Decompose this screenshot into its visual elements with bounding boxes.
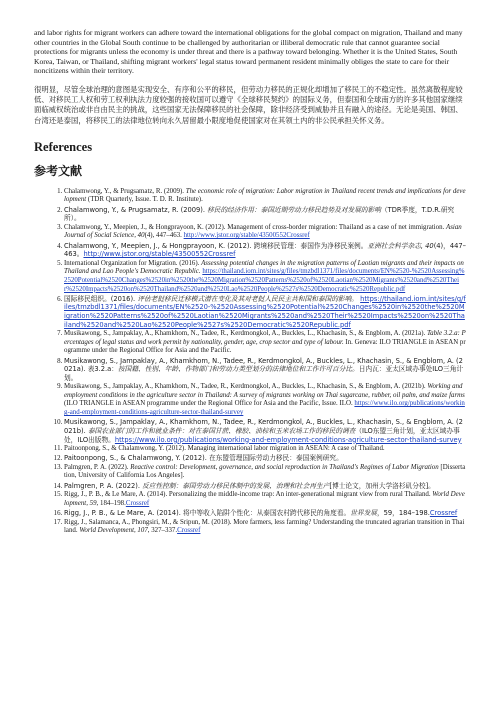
reference-link[interactable]: Crossref [429, 509, 458, 518]
reference-item [64, 491, 466, 508]
reference-text-after: (4)，447–463。 [64, 241, 466, 259]
reference-link[interactable]: http://www.jstor.org/stable/43500552Crossref [83, 250, 236, 259]
reference-link[interactable]: https://www.ilo.org/publications/working-and-employment-conditions-agriculture-sector-thailand-survey [114, 435, 462, 444]
reference-text-after: , 327–337. [147, 527, 178, 535]
reference-item [64, 464, 466, 481]
reference-text-after: , 184–198. [96, 499, 126, 507]
reference-item [64, 509, 466, 518]
reference-item [64, 224, 466, 241]
body-paragraph-chinese: 很明显，尽管全球治理的意图是实现安全、有序和公平的移民，但劳动力移民的正规化却增加了移民工的不稳定性。虽然离散程度较低、对移民工人权和劳工权利执法力度较强的接收国可以遵守《全球移民契约》的国际义务，但泰国和全球南方的许多其他国家继续面临威权统治或非自由民主的挑战，这些国家无法保障移民的社会保障，除非经济受到威胁并且有融入的途径。无论是美国、韩国、台湾还是泰国，将移民工的法律地位转向永久居留最小限度地促使国家对在其领土内的非公民承担关怀义务。 [34, 84, 463, 125]
reference-item [64, 330, 466, 356]
reference-title-italic: 评估老挝移民迁移模式潜在变化及其对老挝人民民主共和国和泰国的影响。 [137, 294, 358, 303]
reference-text-after: （ILO东盟三角计划，亚太区域办事处，ILO出版物。 [64, 426, 460, 444]
reference-text-after: ，59，184–198. [376, 509, 430, 518]
reference-item [64, 357, 466, 383]
reference-item [64, 519, 466, 536]
reference-text: Musikawong, S., Jampaklay, A., Khamkhom, N., Tadee, R., Kerdmongkol, A., Buckles, L., Khachasin, S., & Engblom, A. (2021b). [64, 383, 428, 391]
reference-item [64, 206, 466, 223]
reference-text-after: [Dissertation, University of California Los Angeles]. [64, 463, 466, 480]
reference-text: Rigg, J., Salamanca, A., Phongsiri, M., & Sripun, M. (2018). More farmers, less farming? Understanding the truncated agrarian transition in Thailand. [64, 518, 465, 535]
reference-text: Musikawong, S., Jampaklay, A., Khamkhom, N., Tadee, R., Kerdmongkol, A., Buckles, L., Khachasin, S., & Engblom, A. (2021a). 表3.2.a： [64, 356, 463, 374]
reference-text: Paitoonpong, S., & Chalamwong, Y. (2012). 在东盟管理国际劳动力移民：泰国案例研究。 [64, 454, 343, 463]
reference-item [64, 454, 466, 463]
reference-title-italic: 世界发展 [350, 509, 377, 518]
reference-link[interactable]: https://www.ilo.org/publications/working-and-employment-conditions-agriculture-sector-thailand-survey [64, 400, 465, 416]
reference-title-italic: 亚洲社会科学杂志, 40 [367, 241, 434, 250]
reference-text-after: 日内瓦：亚太区域办事处ILO三角计划。 [64, 365, 464, 382]
reference-title-italic: World Development, 59 [64, 491, 465, 507]
reference-text: Rigg, J., P. B., & Le Mare, A. (2014). 将中等收入陷阱个性化：从泰国农村跨代移民的角度看。 [64, 509, 351, 518]
reference-text: Palmgren, P. A. (2022). [64, 463, 131, 471]
reference-title-italic: 反应性控制：泰国劳动力移民体制中的发展、治理和社会再生产 [142, 481, 330, 490]
reference-link[interactable]: Crossref [125, 499, 150, 507]
reference-text: Chalamwong, Y., & Prugsamatz, R. (2009). [64, 187, 186, 195]
reference-text: 国际移民组织。(2016). [64, 294, 138, 303]
reference-text: Palmgren, P. A. (2022). [64, 481, 143, 490]
reference-text: Chalamwong, Y., & Prugsamatz, R. (2009). [64, 205, 208, 214]
reference-link[interactable]: https://thailand.iom.int/sites/g/files/tmzbdl1371/files/documents/EN%2520-%2520Assessing%2520Potential%2520Changes%2520in%2520the%2520Migration%2520Patterns%2520of%2520Laotian%2520Migrants%2520and%2520Their%2520Impacts%2520on%2520Thailand%2520and%2520Lao%2520People%2527s%2520Democratic%2520Republic.pdf [64, 294, 466, 329]
reference-text: Musikawong, S., Jampaklay, A., Khamkhom, N., Tadee, R., Kerdmongkol, A., Buckles, L., Khachasin, S., & Engblom, A. (2021b). [64, 418, 463, 435]
reference-text-after: （TDR季度，T.D.R.研究所）。 [64, 205, 455, 223]
reference-link[interactable]: http://www.jstor.org/stable/43500552Crossref [183, 232, 310, 240]
reference-text: Rigg, J., P. B., & Le Mare, A. (2014). Personalizing the middle-income trap: An inter-generational migrant view from rural Thailand. [64, 491, 433, 499]
reference-text: International Organization for Migration. (2016). [64, 259, 202, 267]
reference-item [64, 482, 466, 491]
reference-item [64, 242, 466, 259]
reference-text-after: In. Geneva: ILO TRIANGLE in ASEAN programme under the Regional Office for Asia and the Pacific. [64, 338, 466, 355]
reference-title-italic: Reactive control: Development, governance, and social reproduction in Thailand's Regimes of Labor Migration [130, 463, 439, 471]
reference-text: Chalamwong, Y., Meepien, J., & Hongprayoon, K. (2012). Management of cross-border migration: Thailand as a case of net immigration. [64, 223, 447, 231]
reference-title-italic: The economic role of migration: Labor migration in Thailand recent trends and implications for development [64, 187, 466, 204]
reference-item [64, 260, 466, 294]
reference-text-after: (ILO TRIANGLE in ASEAN programme under the Regional Office for Asia and the Pacific, Issue. ILO. [64, 400, 355, 408]
reference-text: Musikawong, S., Jampaklay, A., Khamkhom, N., Tadee, R., Kerdmongkol, A., Buckles, L., Khachasin, S., & Engblom, A. (2021a). [64, 330, 427, 338]
reference-text-after: [博士论文，加州大学洛杉矶分校]。 [329, 481, 435, 490]
references-heading-english: References [34, 139, 93, 154]
body-paragraph-english: and labor rights for migrant workers can adhere toward the international obligations for the global compact on migration, Thailand and many other countries in the Global South continue to be challenged by authoritarian or illiberal democratic rule that cannot guarantee social protections for migrants unless the economy is under threat and there is a pathway toward belonging. Whether it is the United States, South Korea, Taiwan, or Thailand, shifting migrant workers' legal status toward permanent resident minimally obliges the state to care for their noncitizens within their territory. [34, 28, 463, 76]
reference-link[interactable]: Crossref [177, 527, 201, 535]
reference-title-italic: Assessing potential changes in the migration patterns of Laotian migrants and their impacts on Thailand and Lao People's Democratic Republic. [64, 259, 464, 276]
reference-list [34, 188, 466, 536]
reference-item [64, 188, 466, 205]
reference-text-after: (TDR Quarterly, Issue. T. D. R. Institute). [86, 196, 203, 204]
reference-item [64, 383, 466, 417]
reference-text: Paitoonpong, S., & Chalamwong, Y. (2012). Managing international labor migration in ASEAN: A case of Thailand. [64, 444, 385, 452]
reference-item [64, 418, 466, 444]
reference-title-italic: Working and employment conditions in the agriculture sector in Thailand: A survey of migrants working on Thai sugarcane, rubber, oil palm, and maize farms [64, 383, 465, 399]
reference-text: Chalamwong, Y., Meepien, J., & Hongprayoon, K. (2012). 跨境移民管理：泰国作为净移民案例。 [64, 241, 368, 250]
reference-title-italic: 按国籍、性别、年龄、作物部门和劳动力类型划分的法律地位和工作许可百分比。 [117, 365, 359, 374]
reference-title-italic: World Development, 107 [79, 527, 148, 535]
reference-title-italic: 泰国农业部门的工作和就业条件：对在泰国甘蔗、橡胶、油棕和玉米农场工作的移民的调查 [87, 426, 356, 435]
reference-item [64, 445, 466, 454]
reference-title-italic: 移民的经济作用：泰国近期劳动力移民趋势及对发展的影响 [207, 205, 381, 214]
reference-link[interactable]: https://thailand.iom.int/sites/g/files/tmzbdl1371/files/documents/EN%2520-%2520Assessing%2520Potential%2520Changes%2520in%2520the%2520Migration%2520Patterns%2520of%2520Laotian%2520Migrants%2520and%2520Their%2520Impacts%2520on%2520Thailand%2520and%2520Lao%2520People%2527s%2520Democratic%2520Republic.pdf [64, 268, 465, 293]
reference-title-italic: Asian Journal of Social Science, 40 [64, 223, 462, 240]
reference-item [64, 295, 466, 329]
references-heading-chinese: 参考文献 [34, 163, 83, 178]
reference-title-italic: Table 3.2.a: Percentages of legal status and work permit by nationality, gender, age, crop sector and type of labour. [64, 330, 466, 346]
reference-text-after: (4), 447–463. [144, 232, 184, 240]
